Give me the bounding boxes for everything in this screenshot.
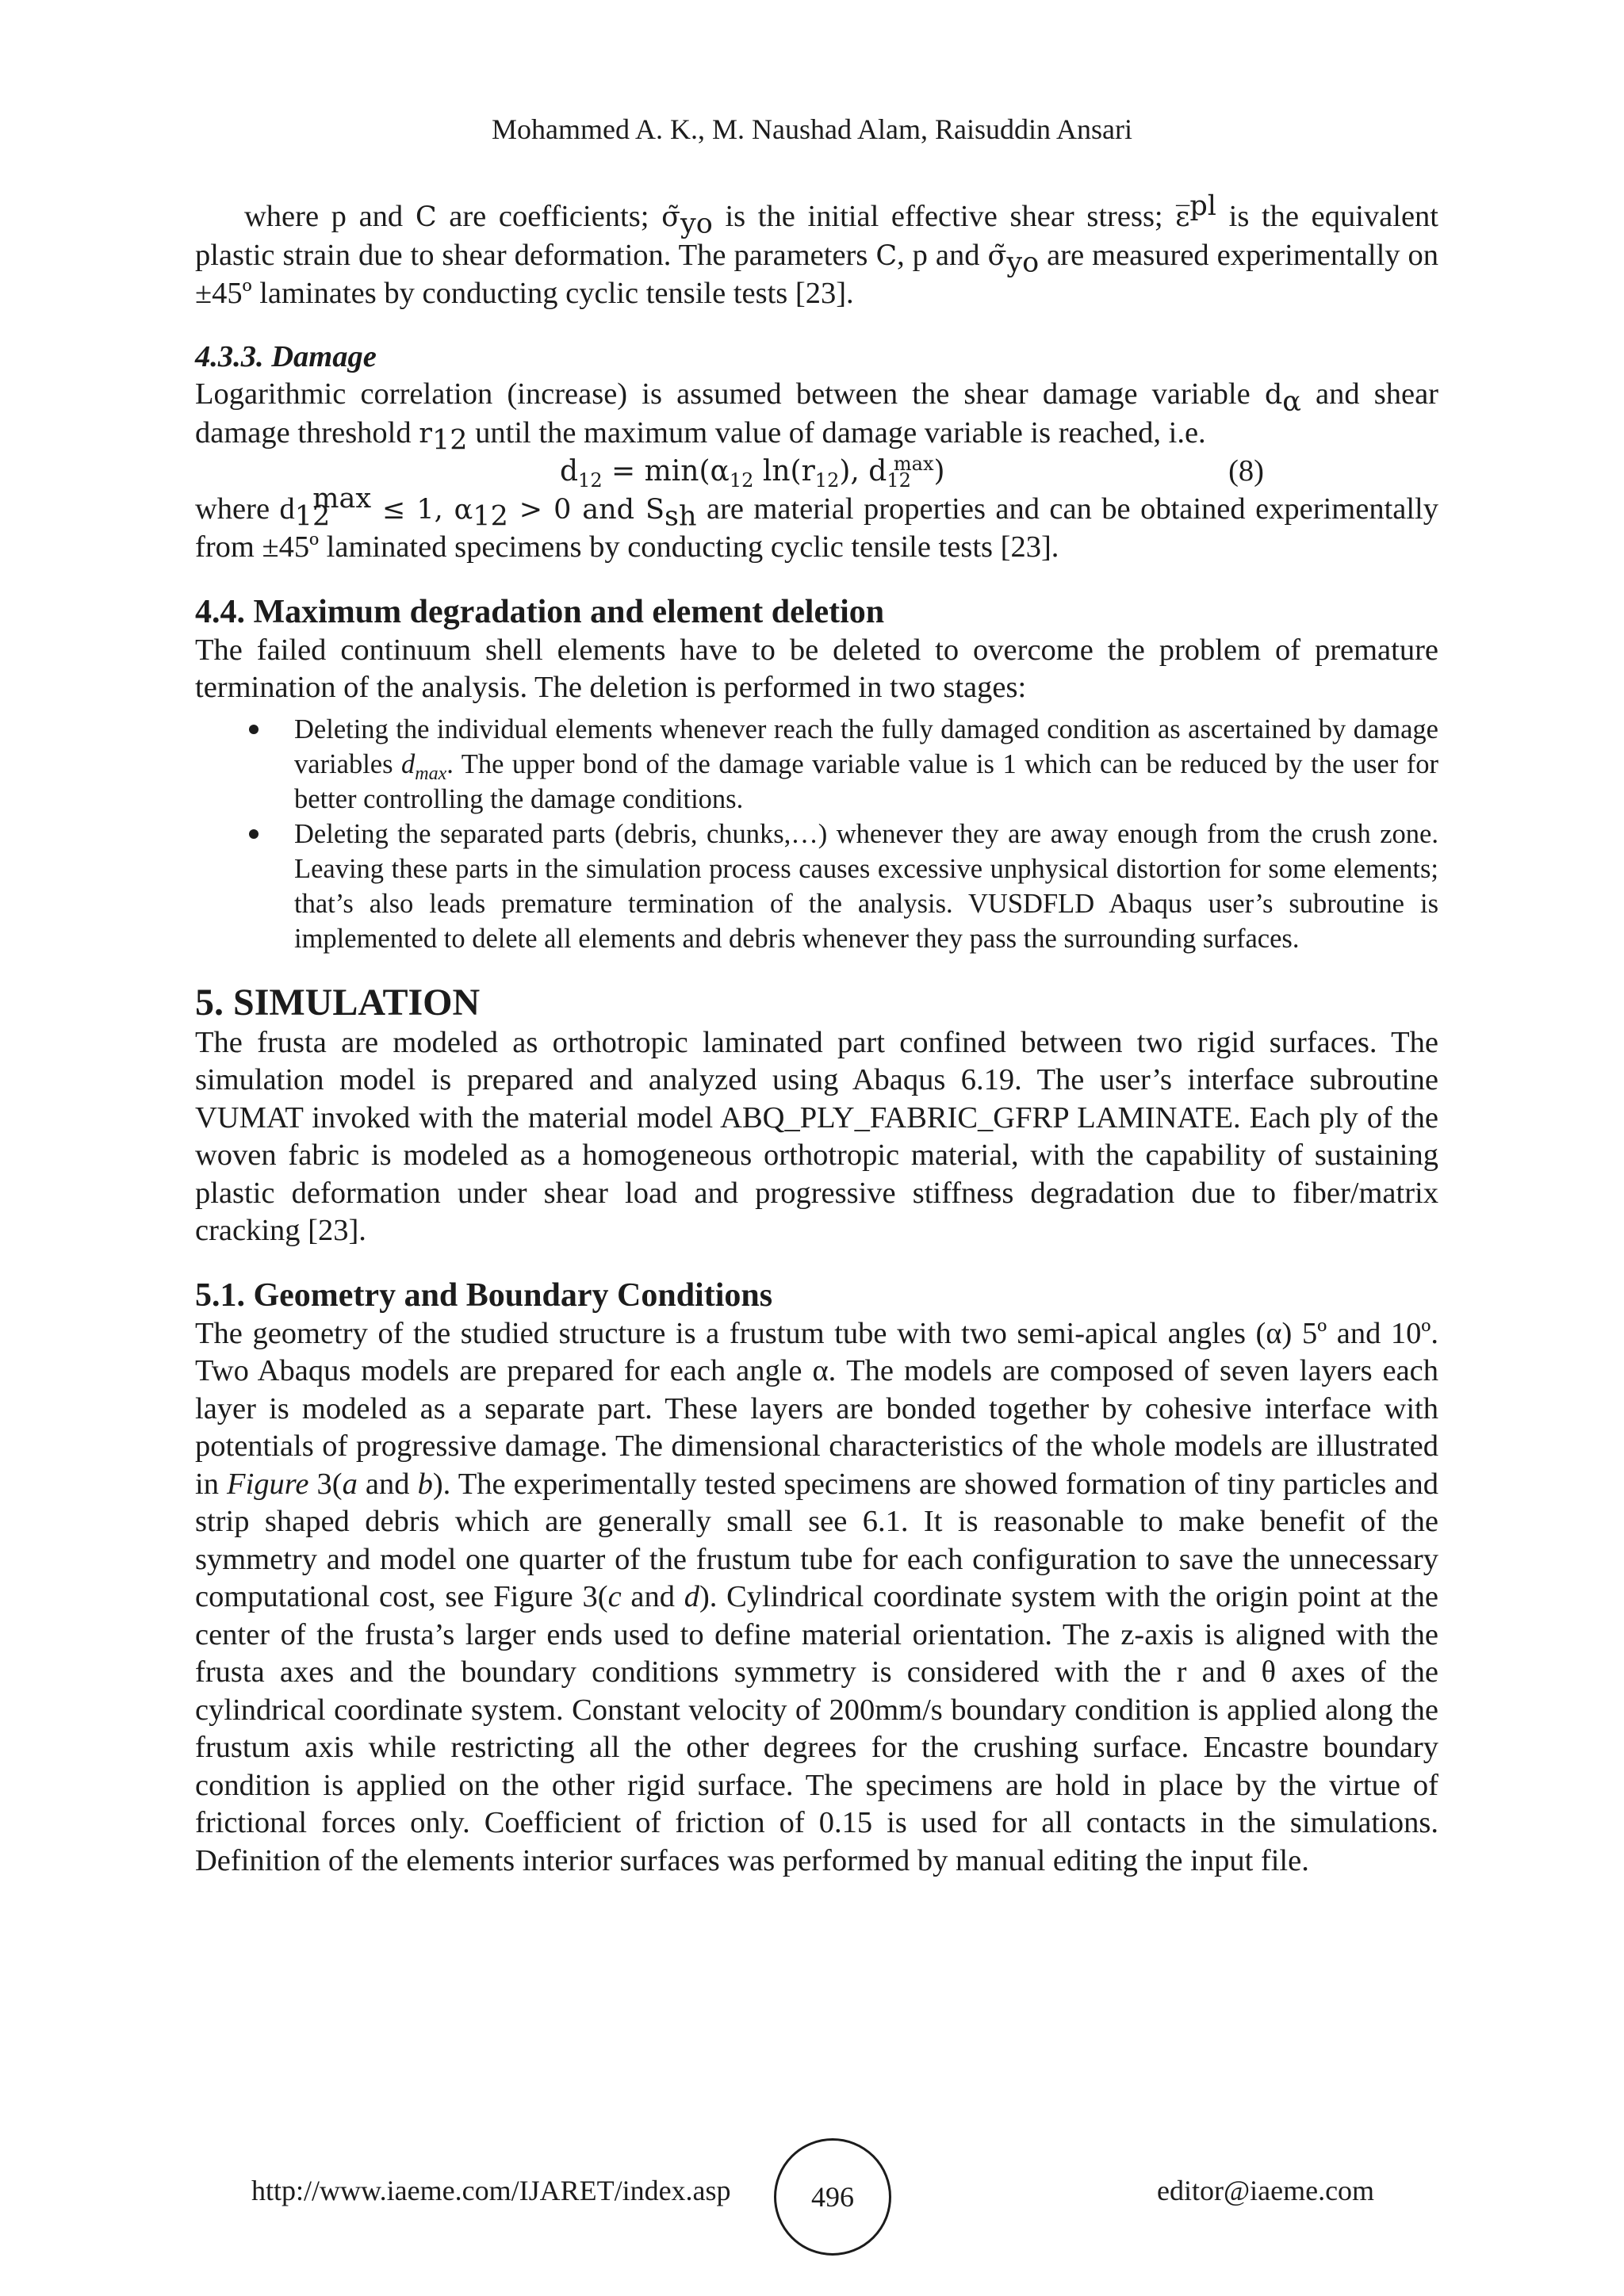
footer-url-link[interactable]: http://www.iaeme.com/IJARET/index.asp (251, 2175, 731, 2206)
subsection-heading-damage: 4.3.3. Damage (195, 339, 377, 373)
intro-paragraph: where p and C are coefficients; $\sigmã_{yo}$ is the initial effective shear stress; ε̅$^{pl}$ is the equivalent plastic strain due to shear deformation. The parameters C, p and $\sigmã_{yo}$ are measured experimentally on ±45º laminates by conducting cyclic tensile tests [23]. (195, 190, 1438, 310)
footer-email-link[interactable]: editor@iaeme.com (1157, 2175, 1375, 2206)
damage-where-paragraph: where $d_{12}^{max} \le 1$, $\alpha_{12} > 0$ and $S_{sh}$ are material properties and can be obtained experimentally from ±45º laminated specimens by conducting cyclic tensile tests [23]. (195, 482, 1438, 564)
simulation-paragraph: The frusta are modeled as orthotropic laminated part confined between two rigid surfaces. The simulation model is prepared and analyzed using Abaqus 6.19. The user’s interface subroutine VUMAT invoked with the material model ABQ_PLY_FABRIC_GFRP LAMINATE. Each ply of the woven fabric is modeled as a homogeneous orthotropic material, with the capability of sustaining plastic deformation under shear load and progressive stiffness degradation due to fiber/matrix cracking [23]. (195, 1025, 1438, 1247)
equation-8 (195, 453, 1438, 491)
damage-paragraph: Logarithmic correlation (increase) is assumed between the shear damage variable $d_\alpha$ and shear damage threshold $r_{12}$ until the maximum value of damage variable is reached, i.e. (195, 377, 1438, 457)
equation-number: (8) (1228, 454, 1264, 488)
section-heading-simulation: 5. SIMULATION (195, 981, 481, 1024)
deletion-bullet-list (195, 712, 1438, 956)
deletion-paragraph: The failed continuum shell elements have to be deleted to overcome the problem of premature termination of the analysis. The deletion is performed in two stages: (195, 633, 1438, 704)
body-content (195, 190, 1438, 1880)
page-number-badge (774, 2138, 891, 2256)
bullet-dot-icon (249, 725, 259, 734)
running-head-authors: Mohammed A. K., M. Naushad Alam, Raisuddin Ansari (492, 113, 1132, 145)
section-heading-deletion: 4.4. Maximum degradation and element deletion (195, 593, 885, 630)
section-heading-geometry: 5.1. Geometry and Boundary Conditions (195, 1276, 773, 1314)
bullet-item-delete-elements: Deleting the individual elements whenever reach the fully damaged condition as ascertained by damage variables $d_{max}$. The upper bond of the damage variable value is 1 which can be reduced by the user for better controlling the damage conditions. (195, 712, 1438, 817)
bullet-dot-icon (249, 829, 259, 839)
equation-body: $d_{12} = \min(\alpha_{12}$ $\ln(r_{12})$, $d_{12}^{max}$) (560, 453, 945, 492)
bullet-item-delete-parts: Deleting the separated parts (debris, chunks,…) whenever they are away enough from the crush zone. Leaving these parts in the simulation process causes excessive unphysical distortion for some elements; that’s also leads premature termination of the analysis. VUSDFLD Abaqus user’s subroutine is implemented to delete all elements and debris whenever they pass the surrounding surfaces. (195, 817, 1438, 956)
geometry-paragraph: The geometry of the studied structure is a frustum tube with two semi-apical angles (α) 5º and 10º. Two Abaqus models are prepared for each angle α. The models are composed of seven layers each layer is modeled as a separate part. These layers are bonded together by cohesive interface with potentials of progressive damage. The dimensional characteristics of the whole models are illustrated in Figure 3(a and b). The experimentally tested specimens are showed formation of tiny particles and strip shaped debris which are generally small see 6.1. It is reasonable to make benefit of the symmetry and model one quarter of the frustum tube for each configuration to save the unnecessary computational cost, see Figure 3(c and d). Cylindrical coordinate system with the origin point at the center of the frusta’s larger ends used to define material orientation. The z-axis is aligned with the frusta axes and the boundary conditions symmetry is considered with the r and θ axes of the cylindrical coordinate system. Constant velocity of 200mm/s boundary condition is applied along the frustum axis while restricting all the other degrees for the crushing surface. Encastre boundary condition is applied on the other rigid surface. The specimens are hold in place by the virtue of frictional forces only. Coefficient of friction of 0.15 is used for all contacts in the simulations. Definition of the elements interior surfaces was performed by manual editing the input file. (195, 1316, 1438, 1877)
page-number: 496 (811, 2181, 854, 2213)
